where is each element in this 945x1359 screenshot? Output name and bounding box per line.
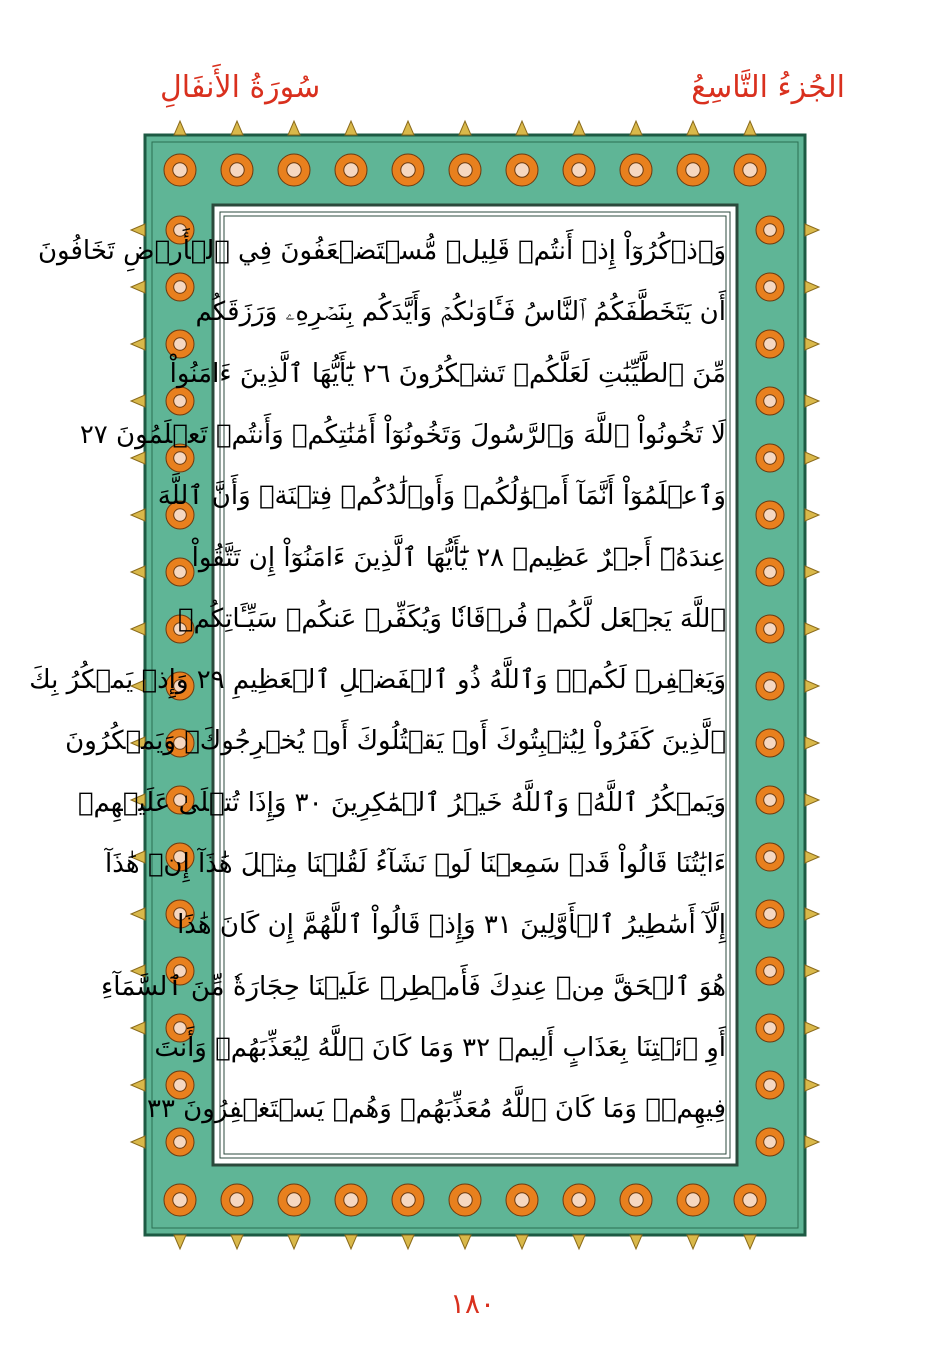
frame-gold-point [744, 121, 756, 135]
frame-gold-point [805, 452, 819, 464]
frame-medallion-center [287, 1193, 301, 1207]
frame-gold-point [131, 509, 145, 521]
frame-gold-point [630, 1235, 642, 1249]
page-number: ١٨٠ [449, 1287, 496, 1320]
frame-medallion-center [629, 163, 643, 177]
frame-gold-point [288, 121, 300, 135]
verse-line: مِّنَ ٱلطَّيِّبَٰتِ لَعَلَّكُمۡ تَشۡكُرُونَ ٢٦ يَٰٓأَيُّهَا ٱلَّذِينَ ءَامَنُواْ [169, 358, 726, 389]
frame-gold-point [345, 1235, 357, 1249]
frame-medallion-center [230, 163, 244, 177]
frame-medallion-center [764, 224, 777, 237]
frame-gold-point [805, 1136, 819, 1148]
frame-medallion-center [764, 851, 777, 864]
frame-gold-point [131, 395, 145, 407]
frame-medallion-center [344, 1193, 358, 1207]
frame-gold-point [805, 338, 819, 350]
frame-gold-point [805, 395, 819, 407]
frame-gold-point [231, 1235, 243, 1249]
verse-text-area [29, 223, 726, 1143]
frame-medallion-center [173, 1193, 187, 1207]
juz-title: الجُزءُ التَّاسِعُ [691, 70, 845, 105]
frame-medallion-center [764, 965, 777, 978]
frame-medallion-center [401, 1193, 415, 1207]
frame-medallion-center [743, 1193, 757, 1207]
frame-gold-point [131, 1136, 145, 1148]
frame-medallion-center [764, 794, 777, 807]
frame-medallion-center [764, 452, 777, 465]
frame-gold-point [131, 623, 145, 635]
frame-medallion-center [764, 737, 777, 750]
frame-gold-point [288, 1235, 300, 1249]
frame-gold-point [805, 509, 819, 521]
frame-medallion-center [764, 395, 777, 408]
verse-line: ٱللَّهَ يَجۡعَل لَّكُمۡ فُرۡقَانٗا وَيُكَفِّرۡ عَنكُمۡ سَيِّـَٔاتِكُمۡ [177, 603, 726, 634]
verse-line: عِندَهُۥٓ أَجۡرٌ عَظِيمٞ ٢٨ يَٰٓأَيُّهَا ٱلَّذِينَ ءَامَنُوٓاْ إِن تَتَّقُواْ [191, 542, 726, 573]
frame-medallion-center [764, 509, 777, 522]
frame-gold-point [805, 851, 819, 863]
frame-medallion-center [173, 163, 187, 177]
frame-gold-point [131, 1079, 145, 1091]
frame-gold-point [174, 1235, 186, 1249]
frame-gold-point [516, 121, 528, 135]
frame-gold-point [131, 908, 145, 920]
frame-gold-point [573, 1235, 585, 1249]
verse-line: ٱلَّذِينَ كَفَرُواْ لِيُثۡبِتُوكَ أَوۡ يَقۡتُلُوكَ أَوۡ يُخۡرِجُوكَۚ وَيَمۡكُرُونَ [65, 726, 726, 757]
frame-gold-point [687, 1235, 699, 1249]
frame-gold-point [744, 1235, 756, 1249]
frame-medallion-center [230, 1193, 244, 1207]
frame-gold-point [805, 224, 819, 236]
frame-medallion-center [764, 566, 777, 579]
frame-medallion-center [572, 163, 586, 177]
verse-line: إِلَّآ أَسَٰطِيرُ ٱلۡأَوَّلِينَ ٣١ وَإِذۡ قَالُواْ ٱللَّهُمَّ إِن كَانَ هَٰذَا [177, 910, 726, 941]
frame-gold-point [516, 1235, 528, 1249]
frame-gold-point [402, 1235, 414, 1249]
frame-medallion-center [572, 1193, 586, 1207]
verse-line: ءَايَٰتُنَا قَالُواْ قَدۡ سَمِعۡنَا لَوۡ نَشَآءُ لَقُلۡنَا مِثۡلَ هَٰذَآ إِنۡ هَٰذَآ [104, 849, 726, 879]
frame-gold-point [630, 121, 642, 135]
frame-gold-point [131, 281, 145, 293]
frame-medallion-center [629, 1193, 643, 1207]
verse-line: وَيَغۡفِرۡ لَكُمۡۗ وَٱللَّهُ ذُو ٱلۡفَضۡلِ ٱلۡعَظِيمِ ٢٩ وَإِذۡ يَمۡكُرُ بِكَ [29, 665, 726, 696]
frame-medallion-center [764, 908, 777, 921]
frame-medallion-center [458, 163, 472, 177]
frame-medallion-center [764, 623, 777, 636]
frame-medallion-center [764, 1022, 777, 1035]
frame-gold-point [174, 121, 186, 135]
frame-gold-point [459, 1235, 471, 1249]
frame-medallion-center [743, 163, 757, 177]
frame-medallion-center [174, 566, 187, 579]
frame-medallion-center [458, 1193, 472, 1207]
frame-medallion-center [764, 281, 777, 294]
frame-gold-point [805, 908, 819, 920]
frame-gold-point [687, 121, 699, 135]
verse-line: هُوَ ٱلۡحَقَّ مِنۡ عِندِكَ فَأَمۡطِرۡ عَلَيۡنَا حِجَارَةٗ مِّنَ ٱلسَّمَآءِ [101, 971, 726, 1002]
frame-gold-point [131, 566, 145, 578]
verse-line: فِيهِمۡۚ وَمَا كَانَ ٱللَّهُ مُعَذِّبَهُمۡ وَهُمۡ يَسۡتَغۡفِرُونَ ٣٣ [146, 1094, 726, 1125]
verse-line: وَٱعۡلَمُوٓاْ أَنَّمَآ أَمۡوَٰلُكُمۡ وَأَوۡلَٰدُكُمۡ فِتۡنَةٞ وَأَنَّ ٱللَّهَ [157, 481, 726, 512]
frame-gold-point [231, 121, 243, 135]
frame-gold-point [573, 121, 585, 135]
frame-medallion-center [515, 1193, 529, 1207]
frame-medallion-center [174, 281, 187, 294]
frame-gold-point [805, 965, 819, 977]
frame-gold-point [345, 121, 357, 135]
verse-line: أَوِ ٱئۡتِنَا بِعَذَابٍ أَلِيمٖ ٣٢ وَمَا كَانَ ٱللَّهُ لِيُعَذِّبَهُمۡ وَأَنتَ [154, 1032, 726, 1063]
frame-medallion-center [515, 163, 529, 177]
frame-medallion-center [686, 1193, 700, 1207]
frame-medallion-center [764, 680, 777, 693]
frame-medallion-center [764, 338, 777, 351]
frame-medallion-center [287, 163, 301, 177]
frame-gold-point [805, 680, 819, 692]
frame-gold-point [805, 566, 819, 578]
frame-gold-point [805, 1022, 819, 1034]
frame-gold-point [131, 338, 145, 350]
frame-gold-point [131, 1022, 145, 1034]
frame-medallion-center [401, 163, 415, 177]
frame-medallion-center [174, 1136, 187, 1149]
verse-line: وَٱذۡكُرُوٓاْ إِذۡ أَنتُمۡ قَلِيلٞ مُّسۡتَضۡعَفُونَ فِي ٱلۡأَرۡضِ تَخَافُونَ [37, 236, 726, 266]
frame-gold-point [805, 1079, 819, 1091]
frame-gold-point [805, 794, 819, 806]
frame-gold-point [805, 623, 819, 635]
frame-gold-point [402, 121, 414, 135]
verse-line: لَا تَخُونُواْ ٱللَّهَ وَٱلرَّسُولَ وَتَخُونُوٓاْ أَمَٰنَٰتِكُمۡ وَأَنتُمۡ تَعۡلَمُونَ ٢٧ [79, 419, 726, 450]
verse-line: وَيَمۡكُرُ ٱللَّهُۖ وَٱللَّهُ خَيۡرُ ٱلۡمَٰكِرِينَ ٣٠ وَإِذَا تُتۡلَىٰ عَلَيۡهِمۡ [77, 787, 726, 818]
frame-gold-point [805, 281, 819, 293]
frame-medallion-center [344, 163, 358, 177]
surah-title: سُورَةُ الأَنفَالِ [160, 70, 321, 105]
verse-line: أَن يَتَخَطَّفَكُمُ ٱلنَّاسُ فَـَٔاوَىٰكُمۡ وَأَيَّدَكُم بِنَصۡرِهِۦ وَرَزَقَكُم [195, 297, 726, 328]
frame-medallion-center [686, 163, 700, 177]
frame-medallion-center [764, 1136, 777, 1149]
frame-medallion-center [764, 1079, 777, 1092]
frame-gold-point [459, 121, 471, 135]
frame-gold-point [805, 737, 819, 749]
